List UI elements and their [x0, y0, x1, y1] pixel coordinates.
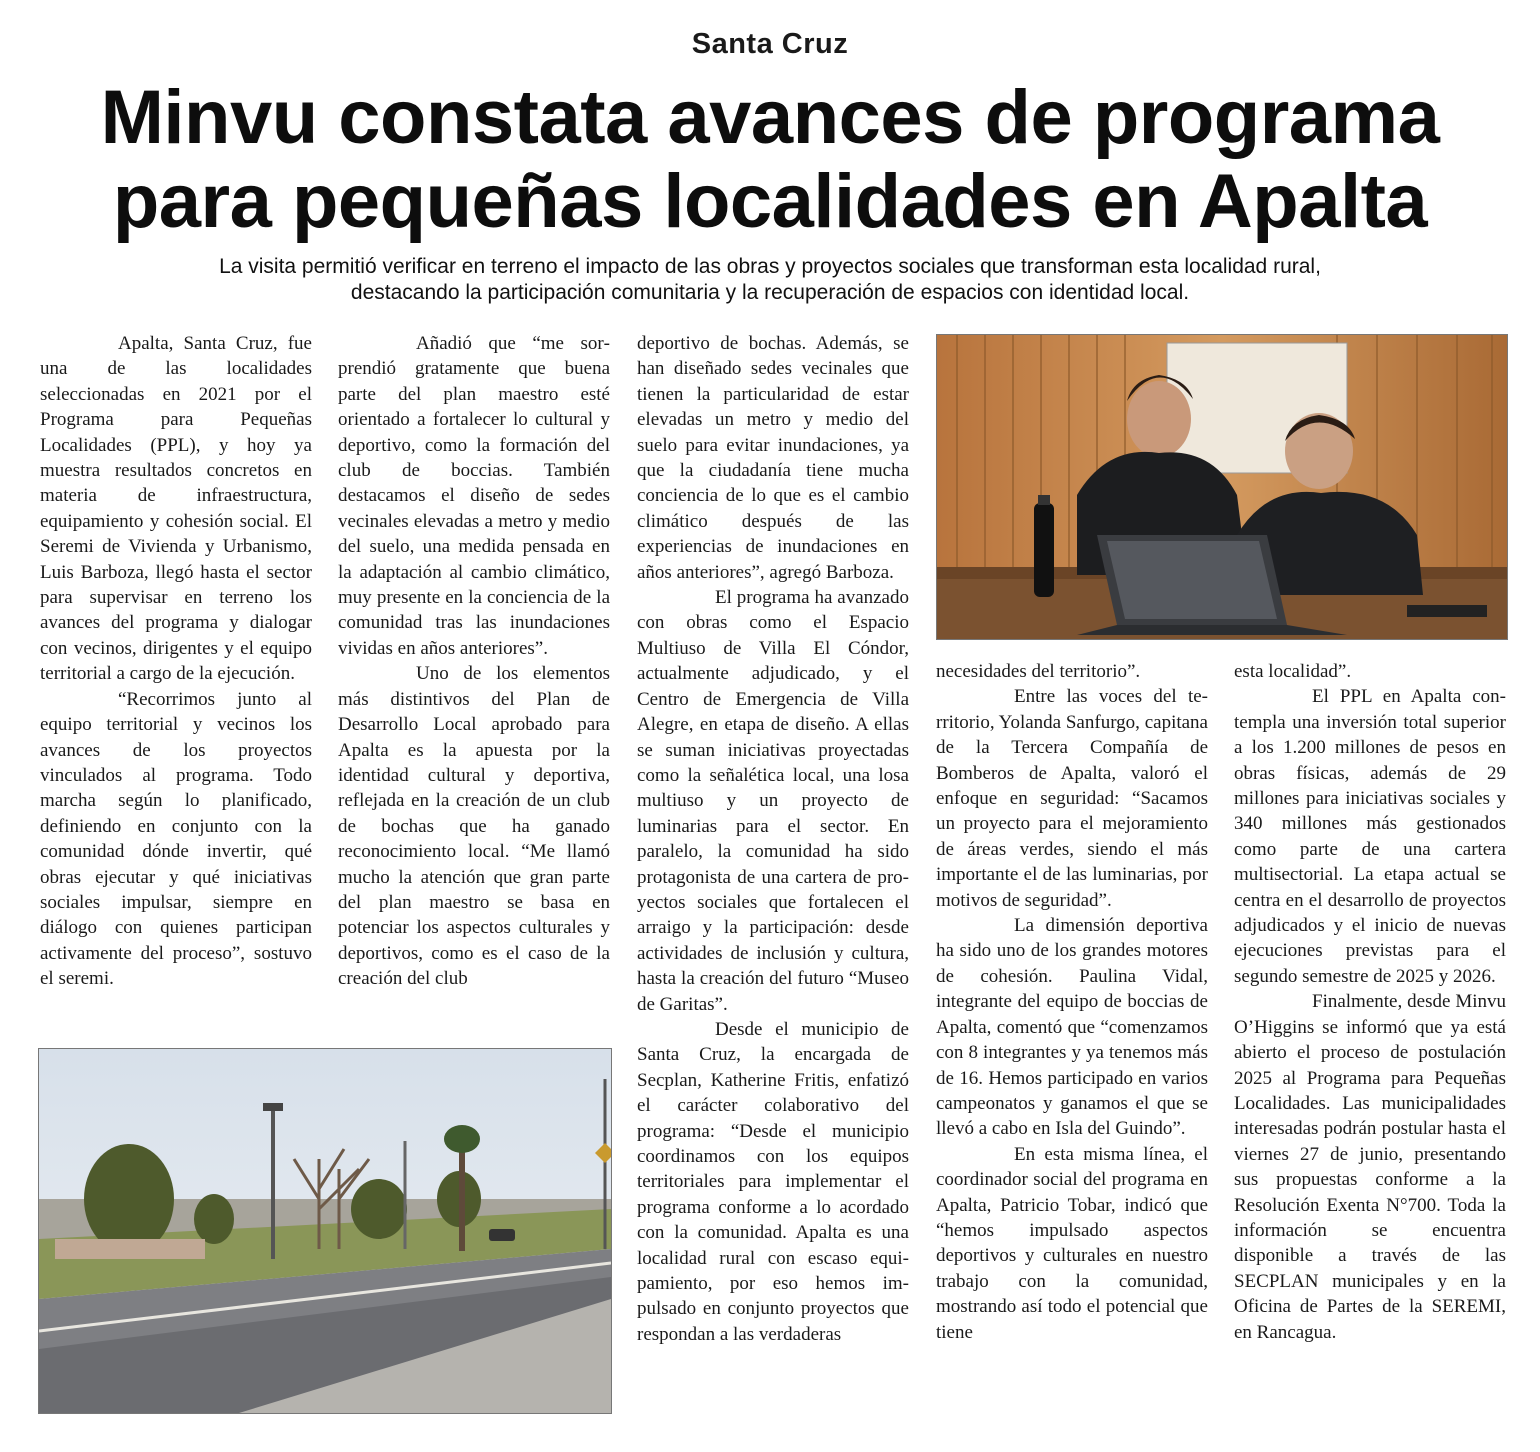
article-column-4 [936, 659, 1208, 1345]
paragraph: “Recorrimos junto al equipo territorial y vecinos los avances de los proyectos vinculados al programa. Todo marcha según lo planificado, definiendo en conjunto con la comunidad dónde invertir, qué obras ejecutar y qué iniciativas sociales impulsar, siempre en diálogo con quienes participan activamente del proceso”, sostuvo el seremi. [40, 688, 312, 990]
paragraph: La dimensión deportiva ha sido uno de los grandes motores de cohesión. Paulina Vidal, integrante del equipo de boccias de Apalta, comentó que “comenzamos con 8 integrantes y ya tenemos más de 16. Hemos participado en varios campeonatos y ganamos el que se llevó a cabo en Isla del Guindo”. [936, 915, 1208, 1140]
paragraph: Desde el municipio de Santa Cruz, la encargada de Secplan, Katherine Fritis, enfatizó el carácter colaborativo del programa: “Desde el municipio coordinamos con los equipos territoriales para implementar el programa conforme a lo acordado con la comunidad. Apalta es una localidad rural con escaso equipamiento, por eso hemos impulsado en conjunto proyectos que respondan a las verdaderas [637, 1018, 909, 1345]
photo-illustration [937, 335, 1507, 639]
paragraph: Entre las voces del territorio, Yolanda Sanfurgo, capitana de la Tercera Compañía de Bomberos de Apalta, valoró el enfoque en seguridad: “Sacamos un proyecto para el mejoramiento de áreas verdes, siendo el más importante el de las luminarias, por motivos de seguridad”. [936, 686, 1208, 911]
subheadline [60, 254, 1480, 306]
section-label: Santa Cruz [691, 28, 849, 60]
headline-line-1: Minvu constata avances de programa [100, 75, 1440, 160]
paragraph: necesidades del territorio”. [936, 661, 1141, 682]
photo-apalta-road [38, 1048, 612, 1414]
subheadline-line-1: La visita permitió verificar en terreno el impacto de las obras y proyectos sociales que transforman esta localidad rural, [219, 255, 1321, 278]
photo-illustration [39, 1049, 611, 1413]
photo-officials-at-laptop [936, 334, 1508, 640]
paragraph: El PPL en Apalta contempla una inversión total superior a los 1.200 millones de pesos en obras físicas, además de 29 millones para iniciativas sociales y 340 millones más gestionados como parte de una cartera multisectorial. La etapa actual se centra en el desarrollo de proyectos adjudicados y el inicio de nuevas ejecuciones previstas para el segundo semestre de 2025 y 2026. [1234, 686, 1506, 987]
subheadline-line-2: destacando la participación comunitaria y la recuperación de espacios con identidad local. [350, 281, 1190, 304]
paragraph: deportivo de bochas. Además, se han diseñado sedes vecinales que tienen la particularidad de estar elevadas un metro y medio del suelo para evitar inundaciones, ya que la ciudadanía tiene mucha conciencia de lo que es el cambio climático después de las experiencias de inundaciones en años anteriores”, agregó Barboza. [637, 333, 909, 583]
paragraph: Uno de los elementos más distintivos del Plan de Desarrollo Local aprobado para Apalta es la apuesta por la identidad cultural y deportiva, reflejada en la creación de un club de bochas que ha ganado reconocimiento local. “Me llamó mucho la atención que gran parte del plan maestro se basa en potenciar los aspectos culturales y deportivos, como es el caso de la creación del club [338, 663, 610, 990]
paragraph: Finalmente, desde Minvu O’Higgins se informó que ya está abierto el proceso de postulación 2025 al Programa para Pequeñas Localidades. Las municipalidades interesadas podrán postular hasta el viernes 27 de junio, presentando sus propuestas conforme a la Resolución Exenta N°700. Toda la información se encuentra disponible a través de las SECPLAN municipales y en la Oficina de Partes de la SEREMI, en Rancagua. [1234, 991, 1506, 1343]
paragraph: El programa ha avanzado con obras como el Espacio Multiuso de Villa El Cóndor, actualmente adjudicado, y el Centro de Emergencia de Villa Alegre, en etapa de diseño. A ellas se suman iniciativas proyectadas como la señalética local, una losa multiuso y un proyecto de luminarias para el sector. En paralelo, la comunidad ha sido protagonista de una cartera de proyectos sociales que fortalecen el arraigo y la participación: desde actividades de inclusión y cultura, hasta la creación del futuro “Museo de Garitas”. [637, 587, 909, 1015]
article-column-1 [40, 331, 312, 992]
paragraph: esta localidad”. [1234, 661, 1352, 682]
headline [40, 76, 1500, 244]
paragraph: En esta misma línea, el coordinador social del programa en Apalta, Patricio Tobar, indicó que “hemos impulsado aspectos deportivos y culturales en nuestro trabajo con la comunidad, mostrando así todo el potencial que tiene [936, 1143, 1208, 1343]
article-column-5 [1234, 659, 1506, 1345]
article-column-3 [637, 331, 909, 1347]
paragraph: Añadió que “me sorprendió gratamente que buena parte del plan maestro esté orientado a fortalecer lo cultural y deportivo, como la formación del club de boccias. También destacamos el diseño de sedes vecinales elevadas a metro y medio del suelo, una medida pensada en la adaptación al cambio climático, muy presente en la conciencia de la comunidad tras las inundaciones vividas en años anteriores”. [338, 333, 610, 659]
article-column-2 [338, 331, 610, 992]
paragraph: Apalta, Santa Cruz, fue una de las localidades seleccionadas en 2021 por el Programa para Pequeñas Localidades (PPL), y hoy ya muestra resultados concretos en materia de infraestructura, equipamiento y cohesión social. El Seremi de Vivienda y Urbanismo, Luis Barboza, llegó hasta el sector para supervisar en terreno los avances del programa y dialogar con vecinos, dirigentes y el equipo territorial a cargo de la ejecución. [40, 333, 312, 685]
headline-line-2: para pequeñas localidades en Apalta [112, 159, 1428, 244]
